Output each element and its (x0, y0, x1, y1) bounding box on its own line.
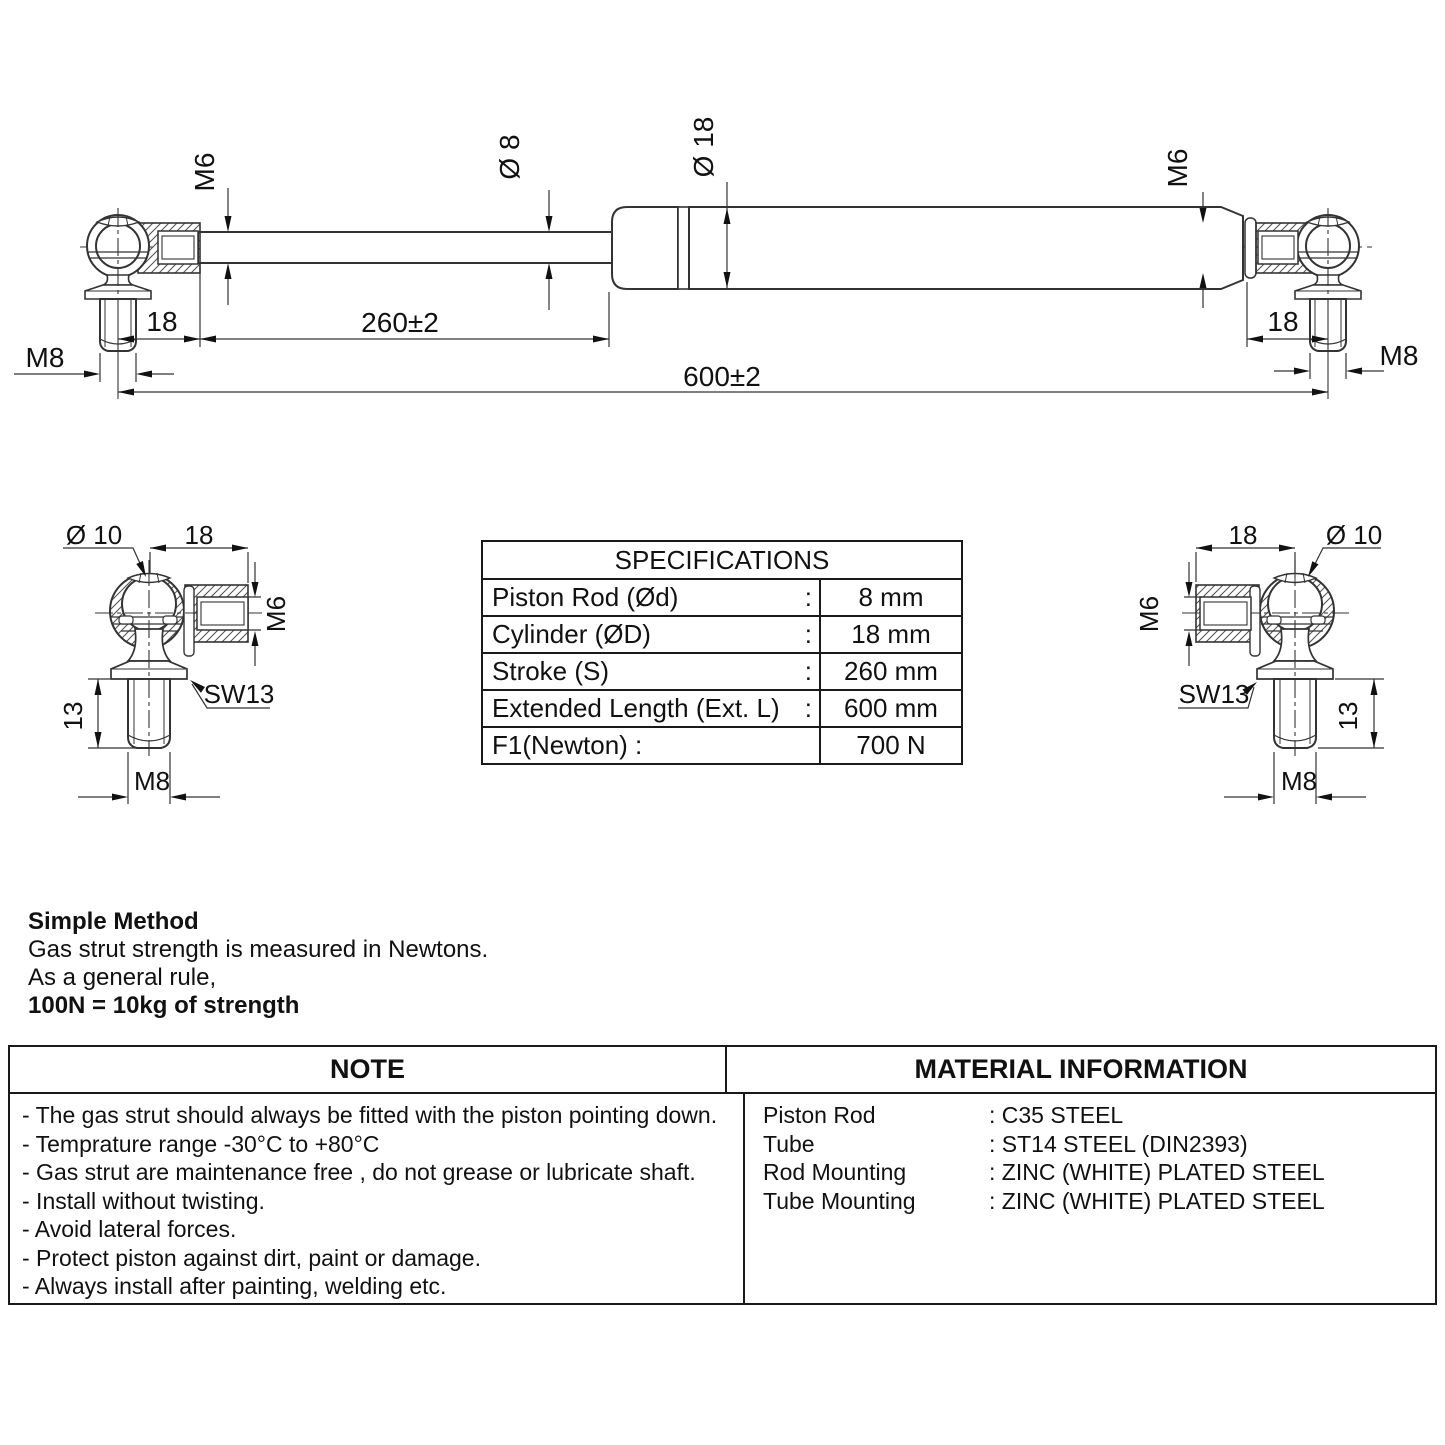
material-row (763, 1158, 1435, 1187)
spec-colon: : (804, 619, 812, 649)
simple-method-line3: 100N = 10kg of strength (28, 992, 300, 1019)
label-18-left: 18 (146, 306, 178, 337)
material-label: Tube Mounting (763, 1187, 916, 1214)
label-stroke-260: 260±2 (361, 307, 439, 338)
spec-row-f1-newton (483, 728, 961, 763)
detail-right-label-18: 18 (1228, 520, 1258, 550)
detail-left-label-dia10: Ø 10 (65, 520, 123, 550)
simple-method-heading: Simple Method (28, 908, 199, 935)
label-m6-right: M6 (1162, 148, 1193, 188)
note-item: - Install without twisting. (22, 1187, 265, 1214)
simple-method-line2: As a general rule, (28, 964, 217, 991)
label-m8-right: M8 (1379, 340, 1419, 371)
material-info-title: MATERIAL INFORMATION (914, 1054, 1248, 1084)
spec-value: 260 mm (819, 654, 961, 689)
cylinder-ring (678, 207, 689, 289)
detail-right-label-dia10: Ø 10 (1325, 520, 1383, 550)
material-list (745, 1094, 1435, 1303)
detail-right-label-sw13: SW13 (1178, 679, 1250, 709)
cylinder-tube (689, 207, 1243, 289)
spec-label: Stroke (S) (492, 656, 610, 686)
end-washer (1245, 218, 1256, 278)
note-item: - Gas strut are maintenance free , do not grease or lubricate shaft. (22, 1159, 696, 1185)
label-m8-left: M8 (25, 342, 65, 373)
label-dia8: Ø 8 (494, 134, 525, 180)
material-label: Tube (763, 1130, 815, 1157)
spec-colon: : (804, 693, 812, 723)
detail-right-label-m8: M8 (1280, 766, 1318, 796)
detail-left-label-m8: M8 (133, 766, 171, 796)
detail-view-left (58, 520, 291, 804)
spec-row-piston-rod (483, 580, 961, 617)
spec-row-cylinder (483, 617, 961, 654)
detail-left-label-18: 18 (184, 520, 214, 550)
spec-value: 600 mm (819, 691, 961, 726)
note-item: - Temprature range -30°C to +80°C (22, 1130, 380, 1157)
material-value: : C35 STEEL (989, 1102, 1124, 1128)
note-item: - Avoid lateral forces. (22, 1216, 237, 1242)
label-total-600: 600±2 (683, 361, 761, 392)
label-dia18: Ø 18 (688, 116, 719, 178)
material-label: Piston Rod (763, 1102, 876, 1128)
note-item: - Always install after painting, welding etc. (22, 1273, 447, 1299)
material-label: Rod Mounting (763, 1159, 907, 1185)
detail-left-label-13: 13 (58, 701, 88, 731)
spec-value: 700 N (819, 728, 961, 763)
detail-left-label-m6: M6 (261, 595, 291, 633)
ball-joint-right (1256, 208, 1361, 399)
note-material-table (8, 1045, 1437, 1305)
spec-label: Piston Rod (Ød) (492, 582, 679, 612)
spec-label: F1(Newton) : (492, 730, 643, 760)
material-value: : ST14 STEEL (DIN2393) (989, 1130, 1248, 1157)
material-value: : ZINC (WHITE) PLATED STEEL (989, 1159, 1325, 1185)
piston-rod (198, 232, 612, 263)
ball-joint-left (85, 208, 200, 399)
material-row (763, 1130, 1435, 1159)
spec-row-stroke (483, 654, 961, 691)
specifications-table (481, 540, 963, 765)
detail-right-label-m6: M6 (1134, 595, 1164, 633)
material-row (763, 1187, 1435, 1216)
detail-right-label-13: 13 (1333, 701, 1363, 731)
simple-method-block (28, 908, 488, 1020)
spec-value: 18 mm (819, 617, 961, 652)
label-m6-left: M6 (189, 152, 220, 192)
cylinder-head (612, 207, 678, 289)
spec-colon: : (804, 656, 812, 686)
note-item: - Protect piston against dirt, paint or damage. (22, 1244, 481, 1271)
spec-label: Cylinder (ØD) (492, 619, 651, 649)
spec-colon: : (804, 582, 812, 612)
material-value: : ZINC (WHITE) PLATED STEEL (989, 1187, 1325, 1214)
detail-left-label-sw13: SW13 (203, 679, 275, 709)
main-assembly-view (14, 117, 1418, 399)
note-item: - The gas strut should always be fitted with the piston pointing down. (22, 1102, 718, 1128)
note-list (10, 1094, 745, 1303)
specifications-title: SPECIFICATIONS (483, 542, 961, 580)
spec-label: Extended Length (Ext. L) (492, 693, 780, 723)
note-title: NOTE (10, 1047, 727, 1092)
spec-row-extended-length (483, 691, 961, 728)
detail-view-right (1134, 520, 1384, 804)
label-18-right: 18 (1267, 306, 1299, 337)
spec-value: 8 mm (819, 580, 961, 615)
material-row (763, 1101, 1435, 1130)
simple-method-line1: Gas strut strength is measured in Newtons. (28, 936, 489, 963)
